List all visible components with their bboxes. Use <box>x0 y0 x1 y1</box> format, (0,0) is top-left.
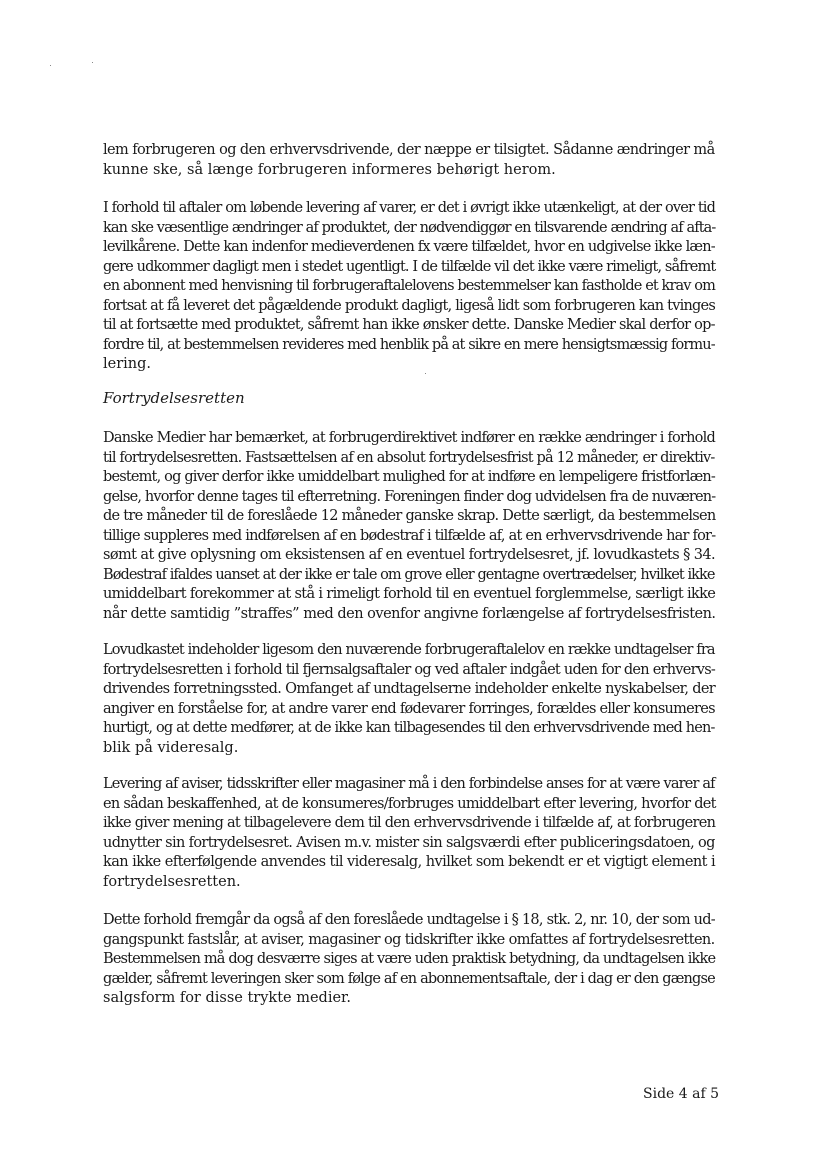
paragraph-3 <box>103 429 715 624</box>
text-line: udnytter sin fortrydelsesret. Avisen m.v. mister sin salgsværdi efter publiceringsdatoen, og <box>103 834 715 851</box>
text-line: Lovudkastet indeholder ligesom den nuværende forbrugeraftalelov en række undtagelser fra <box>103 642 715 658</box>
text-line: gangspunkt fastslår, at aviser, magasiner og tidskrifter ikke omfattes af fortrydelsesretten. <box>103 931 715 948</box>
text-line: en abonnent med henvisning til forbrugeraftalelovens bestemmelser kan fastholde et krav om <box>103 278 715 294</box>
scan-speck <box>92 62 93 63</box>
text-line: når dette samtidig ”straffes” med den ovenfor angivne forlængelse af fortrydelsesfristen. <box>103 605 716 622</box>
text-line: kunne ske, så længe forbrugeren informeres behørigt herom. <box>103 161 556 178</box>
text-line: gelse, hvorfor denne tages til efterretning. Foreningen finder dog udvidelsen fra de nuværen- <box>103 488 716 505</box>
text-line: til fortrydelsesretten. Fastsættelsen af en absolut fortrydelsesfrist på 12 måneder, er direktiv- <box>103 449 715 466</box>
text-line: Dette forhold fremgår da også af den foreslåede undtagelse i § 18, stk. 2, nr. 10, der som ud- <box>103 912 715 928</box>
text-line: til at fortsætte med produktet, såfremt han ikke ønsker dette. Danske Medier skal derfor op- <box>103 317 715 333</box>
section-heading: Fortrydelsesretten <box>103 389 245 407</box>
text-line: Bestemmelsen må dog desværre siges at være uden praktisk betydning, da undtagelsen ikke <box>103 951 716 967</box>
text-line: Bødestraf ifaldes uanset at der ikke er tale om grove eller gentagne overtrædelser, hvilket ikke <box>103 566 715 583</box>
text-line: sømt at give oplysning om eksistensen af en eventuel fortrydelsesret, jf. lovudkastets § 34. <box>103 547 716 563</box>
text-line: levilkårene. Dette kan indenfor medieverdenen fx være tilfældet, hvor en udgivelse ikke læn- <box>103 239 715 255</box>
text-line: salgsform for disse trykte medier. <box>103 990 351 1006</box>
text-line: hurtigt, og at dette medfører, at de ikke kan tilbagesendes til den erhvervsdrivende med hen- <box>103 720 715 736</box>
text-line: tillige suppleres med indførelsen af en bødestraf i tilfælde af, at en erhvervsdrivende har for- <box>103 527 716 544</box>
text-line: kan ikke efterfølgende anvendes til videresalg, hvilket som bekendt er et vigtigt element i <box>103 854 716 870</box>
text-line: ikke giver mening at tilbagelevere dem til den erhvervsdrivende i tilfælde af, at forbrugeren <box>103 815 716 831</box>
paragraph-4 <box>103 641 715 758</box>
text-line: lem forbrugeren og den erhvervsdrivende, der næppe er tilsigtet. Sådanne ændringer må <box>103 142 715 158</box>
text-line: fortrydelsesretten. <box>103 873 241 890</box>
text-line: Danske Medier har bemærket, at forbrugerdirektivet indfører en række ændringer i forhold <box>103 430 716 446</box>
text-line: fordre til, at bestemmelsen revideres med henblik på at sikre en mere hensigtsmæssig formu- <box>103 336 715 353</box>
text-line: de tre måneder til de foreslåede 12 måneder ganske skrap. Dette særligt, da bestemmelsen <box>103 508 716 524</box>
page-number: Side 4 af 5 <box>643 1086 720 1102</box>
text-line: blik på videresalg. <box>103 739 239 756</box>
text-line: fortrydelsesretten i forhold til fjernsalgsaftaler og ved aftaler indgået uden for den erhvervs- <box>103 661 716 678</box>
paragraph-2 <box>103 199 715 375</box>
text-line: bestemt, og giver derfor ikke umiddelbart mulighed for at indføre en lempeligere fristforlæn- <box>103 469 716 485</box>
text-line: fortsat at få leveret det pågældende produkt dagligt, ligeså lidt som forbrugeren kan tvinges <box>103 297 716 314</box>
text-line: gælder, såfremt leveringen sker som følge af en abonnementsaftale, der i dag er den gængse <box>103 970 715 987</box>
text-line: kan ske væsentlige ændringer af produktet, der nødvendiggør en tilsvarende ændring af afta- <box>103 219 716 236</box>
scan-speck <box>50 65 51 66</box>
text-line: Levering af aviser, tidsskrifter eller magasiner må i den forbindelse anses for at være varer af <box>103 776 715 792</box>
paragraph-5 <box>103 775 715 892</box>
text-line: en sådan beskaffenhed, at de konsumeres/forbruges umiddelbart efter levering, hvorfor det <box>103 795 716 812</box>
text-line: I forhold til aftaler om løbende levering af varer, er det i øvrigt ikke utænkeligt, at der over tid <box>103 200 716 216</box>
paragraph-1 <box>103 141 715 180</box>
text-line: angiver en forståelse for, at andre varer end fødevarer forringes, forældes eller konsumeres <box>103 700 715 717</box>
text-line: umiddelbart forekommer at stå i rimeligt forhold til en eventuel forglemmelse, særligt ikke <box>103 586 716 602</box>
text-line: lering. <box>103 356 152 372</box>
text-line: gere udkommer dagligt men i stedet ugentligt. I de tilfælde vil det ikke være rimeligt, såfremt <box>103 258 716 275</box>
paragraph-6 <box>103 911 715 1009</box>
text-line: drivendes forretningssted. Omfanget af undtagelserne indeholder enkelte nyskabelser, der <box>103 681 716 697</box>
